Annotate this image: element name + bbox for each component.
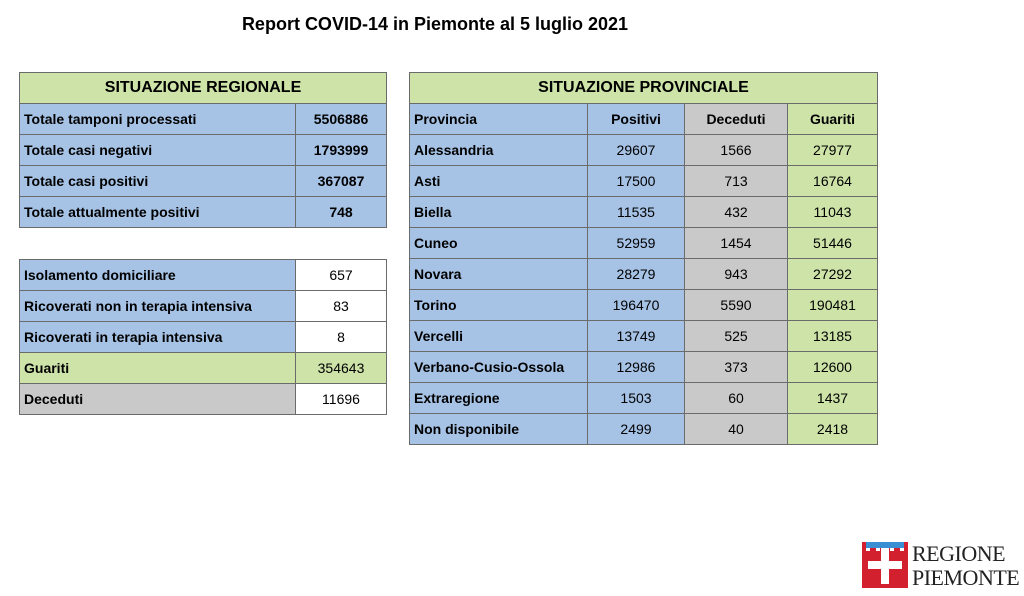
row-value: 8: [296, 322, 387, 353]
table-row: [20, 384, 387, 415]
provincial-header: SITUAZIONE PROVINCIALE: [410, 73, 878, 104]
cell-positivi: 11535: [588, 197, 685, 228]
logo-line-1: REGIONE: [912, 541, 1006, 566]
row-label: Deceduti: [20, 384, 296, 415]
cell-deceduti: 40: [685, 414, 788, 445]
column-header-provincia: Provincia: [410, 104, 588, 135]
cell-deceduti: 432: [685, 197, 788, 228]
cell-positivi: 28279: [588, 259, 685, 290]
row-label: Totale casi positivi: [20, 166, 296, 197]
cell-guariti: 27977: [788, 135, 878, 166]
report-title: Report COVID-14 in Piemonte al 5 luglio 2021: [241, 14, 629, 34]
table-row: [410, 290, 878, 321]
logo-line-2: PIEMONTE: [912, 565, 1020, 590]
cell-positivi: 29607: [588, 135, 685, 166]
table-row: [20, 322, 387, 353]
cell-guariti: 13185: [788, 321, 878, 352]
table-row: [20, 260, 387, 291]
cell-positivi: 17500: [588, 166, 685, 197]
piemonte-emblem-icon: [862, 542, 908, 588]
cell-positivi: 1503: [588, 383, 685, 414]
cell-provincia: Extraregione: [410, 383, 588, 414]
table-row: [20, 166, 387, 197]
row-label: Guariti: [20, 353, 296, 384]
cell-deceduti: 713: [685, 166, 788, 197]
cell-deceduti: 943: [685, 259, 788, 290]
cell-provincia: Asti: [410, 166, 588, 197]
regional-header: SITUAZIONE REGIONALE: [20, 73, 387, 104]
cell-guariti: 1437: [788, 383, 878, 414]
provincial-table: [409, 72, 878, 445]
table-row: [20, 197, 387, 228]
cell-provincia: Vercelli: [410, 321, 588, 352]
table-row: [410, 197, 878, 228]
table-row: [20, 135, 387, 166]
cell-guariti: 51446: [788, 228, 878, 259]
cell-guariti: 2418: [788, 414, 878, 445]
cell-positivi: 52959: [588, 228, 685, 259]
table-row: [20, 291, 387, 322]
table-row: [20, 353, 387, 384]
row-value: 1793999: [296, 135, 387, 166]
cell-deceduti: 1566: [685, 135, 788, 166]
row-value: 657: [296, 260, 387, 291]
column-header-positivi: Positivi: [588, 104, 685, 135]
column-header-deceduti: Deceduti: [685, 104, 788, 135]
cell-guariti: 27292: [788, 259, 878, 290]
table-row: [410, 352, 878, 383]
table-row: [410, 135, 878, 166]
regione-piemonte-logo: [862, 541, 1018, 591]
cell-provincia: Verbano-Cusio-Ossola: [410, 352, 588, 383]
row-value: 367087: [296, 166, 387, 197]
cell-provincia: Torino: [410, 290, 588, 321]
cell-provincia: Alessandria: [410, 135, 588, 166]
cell-positivi: 2499: [588, 414, 685, 445]
row-value: 5506886: [296, 104, 387, 135]
row-label: Ricoverati non in terapia intensiva: [20, 291, 296, 322]
table-row: [410, 259, 878, 290]
column-header-guariti: Guariti: [788, 104, 878, 135]
cell-deceduti: 1454: [685, 228, 788, 259]
row-value: 748: [296, 197, 387, 228]
row-value: 11696: [296, 384, 387, 415]
table-row: [20, 104, 387, 135]
row-label: Totale attualmente positivi: [20, 197, 296, 228]
table-row: [410, 166, 878, 197]
regional-detail-table: [19, 259, 387, 415]
cell-guariti: 16764: [788, 166, 878, 197]
cell-guariti: 11043: [788, 197, 878, 228]
cell-provincia: Novara: [410, 259, 588, 290]
provincial-rows: [410, 135, 878, 445]
cell-provincia: Cuneo: [410, 228, 588, 259]
row-label: Totale tamponi processati: [20, 104, 296, 135]
row-value: 354643: [296, 353, 387, 384]
cell-positivi: 12986: [588, 352, 685, 383]
row-label: Totale casi negativi: [20, 135, 296, 166]
table-header-row: [410, 104, 878, 135]
cell-deceduti: 5590: [685, 290, 788, 321]
table-row: [410, 414, 878, 445]
cell-guariti: 190481: [788, 290, 878, 321]
row-label: Ricoverati in terapia intensiva: [20, 322, 296, 353]
table-row: [410, 383, 878, 414]
cell-guariti: 12600: [788, 352, 878, 383]
row-label: Isolamento domiciliare: [20, 260, 296, 291]
cell-positivi: 13749: [588, 321, 685, 352]
regional-summary-table: [19, 72, 387, 228]
cell-provincia: Non disponibile: [410, 414, 588, 445]
cell-deceduti: 60: [685, 383, 788, 414]
cell-deceduti: 373: [685, 352, 788, 383]
row-value: 83: [296, 291, 387, 322]
table-row: [410, 228, 878, 259]
cell-provincia: Biella: [410, 197, 588, 228]
table-row: [410, 321, 878, 352]
cell-deceduti: 525: [685, 321, 788, 352]
cell-positivi: 196470: [588, 290, 685, 321]
